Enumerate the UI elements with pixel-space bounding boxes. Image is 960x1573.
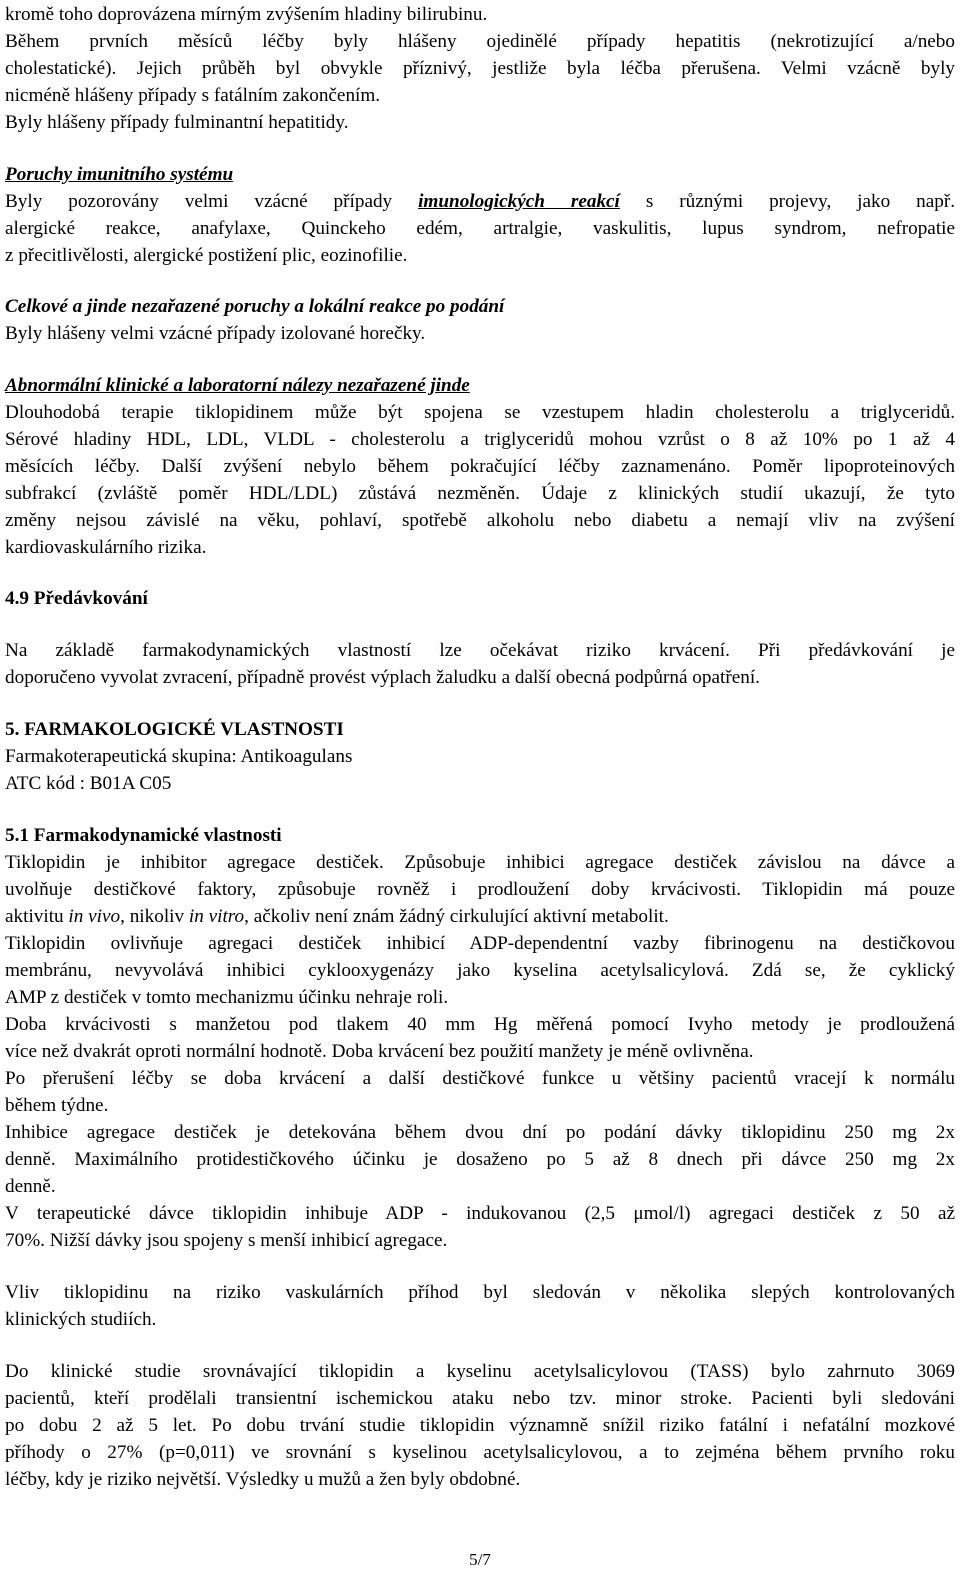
text-line: Tiklopidin je inhibitor agregace destiček. Způsobuje inhibici agregace destiček závislou na dávce a xyxy=(5,852,955,873)
text-line: Doba krvácivosti s manžetou pod tlakem 40 mm Hg měřená pomocí Ivyho metody je prodloužená xyxy=(5,1014,955,1035)
section-heading-5-1: 5.1 Farmakodynamické vlastnosti xyxy=(5,825,282,846)
text-line: Farmakoterapeutická skupina: Antikoagulans xyxy=(5,746,353,767)
text-line: membránu, nevyvolává inhibici cyklooxygenázy jako kyselina acetylsalicylová. Zdá se, že cyklický xyxy=(5,960,955,981)
text-line: změny nejsou závislé na věku, pohlaví, spotřebě alkoholu nebo diabetu a nemají vliv na zvýšení xyxy=(5,510,955,531)
text-line: Během prvních měsíců léčby byly hlášeny ojedinělé případy hepatitis (nekrotizující a/nebo xyxy=(5,31,955,52)
text-line: kromě toho doprovázena mírným zvýšením hladiny bilirubinu. xyxy=(5,4,488,25)
text-line: alergické reakce, anafylaxe, Quinckeho edém, artralgie, vaskulitis, lupus syndrom, nefropatie xyxy=(5,218,955,239)
text-line: příhody o 27% (p=0,011) ve srovnání s kyselinou acetylsalicylovou, a to zejména během prvního roku xyxy=(5,1442,955,1463)
text-line: měsících léčby. Další zvýšení nebylo během pokračující léčby zaznamenáno. Poměr lipoproteinových xyxy=(5,456,955,477)
text-line: Inhibice agregace destiček je detekována během dvou dní po podání dávky tiklopidinu 250 mg 2x xyxy=(5,1122,955,1143)
section-heading-5: 5. FARMAKOLOGICKÉ VLASTNOSTI xyxy=(5,719,344,740)
text-span: , ačkoliv není znám žádný cirkulující aktivní metabolit. xyxy=(244,906,669,927)
text-line: klinických studiích. xyxy=(5,1309,157,1330)
text-line: během týdne. xyxy=(5,1095,109,1116)
emphasis-text: in vivo xyxy=(68,906,121,927)
text-line: Byly hlášeny velmi vzácné případy izolované horečky. xyxy=(5,323,426,344)
text-span: Byly pozorovány velmi vzácné případy xyxy=(5,191,393,212)
text-line: Do klinické studie srovnávající tiklopidin a kyselinu acetylsalicylovou (TASS) bylo zahrnuto 3069 xyxy=(5,1361,955,1382)
text-line: Na základě farmakodynamických vlastností lze očekávat riziko krvácení. Při předávkování je xyxy=(5,640,955,661)
section-heading-overdose: 4.9 Předávkování xyxy=(5,588,148,609)
text-line: Po přerušení léčby se doba krvácení a další destičkové funkce u většiny pacientů vracejí k normálu xyxy=(5,1068,955,1089)
text-line: doporučeno vyvolat zvracení, případně provést výplach žaludku a další obecná podpůrná opatření. xyxy=(5,667,760,688)
text-line: Tiklopidin ovlivňuje agregaci destiček inhibicí ADP-dependentní vazby fibrinogenu na destičkovou xyxy=(5,933,955,954)
text-line: léčby, kdy je riziko největší. Výsledky u mužů a žen byly obdobné. xyxy=(5,1469,521,1490)
text-line xyxy=(5,903,955,930)
text-line: uvolňuje destičkové faktory, způsobuje rovněž i prodloužení doby krvácivosti. Tiklopidin má pouze xyxy=(5,879,955,900)
text-line: více než dvakrát oproti normální hodnotě. Doba krvácení bez použití manžety je méně ovlivněna. xyxy=(5,1041,754,1062)
text-line: V terapeutické dávce tiklopidin inhibuje ADP - indukovanou (2,5 μmol/l) agregaci destiček z 50 až xyxy=(5,1203,955,1224)
text-line: nicméně hlášeny případy s fatálním zakončením. xyxy=(5,85,381,106)
page-number: 5/7 xyxy=(469,1550,491,1569)
text-span: aktivitu xyxy=(5,906,69,927)
emphasis-text: in vitro xyxy=(188,906,245,927)
text-line: denně. Maximálního protidestičkového účinku je dosaženo po 5 až 8 dnech při dávce 250 mg 2x xyxy=(5,1149,955,1170)
text-line: AMP z destiček v tomto mechanizmu účinku nehraje roli. xyxy=(5,987,449,1008)
section-heading-immune: Poruchy imunitního systému xyxy=(5,164,234,185)
text-line xyxy=(5,188,955,215)
text-line: kardiovaskulárního rizika. xyxy=(5,537,207,558)
text-line: Sérové hladiny HDL, LDL, VLDL - cholesterolu a triglyceridů mohou vzrůst o 8 až 10% po 1 až 4 xyxy=(5,429,955,450)
text-line: cholestatické). Jejich průběh byl obvykle příznivý, jestliže byla léčba přerušena. Velmi vzácně byly xyxy=(5,58,955,79)
text-line: Dlouhodobá terapie tiklopidinem může být spojena se vzestupem hladin cholesterolu a triglyceridů. xyxy=(5,402,955,423)
emphasis-text: imunologických reakcí xyxy=(418,191,620,212)
text-span: , nikoliv xyxy=(120,906,189,927)
text-line: ATC kód : B01A C05 xyxy=(5,773,172,794)
text-line: denně. xyxy=(5,1176,56,1197)
text-line: Vliv tiklopidinu na riziko vaskulárních příhod byl sledován v několika slepých kontrolovaných xyxy=(5,1282,955,1303)
text-span: s různými projevy, jako např. xyxy=(645,191,956,212)
text-line: Byly hlášeny případy fulminantní hepatitidy. xyxy=(5,112,349,133)
text-line: z přecitlivělosti, alergické postižení plic, eozinofilie. xyxy=(5,245,408,266)
text-line: subfrakcí (zvláště poměr HDL/LDL) zůstává nezměněn. Údaje z klinických studií ukazují, že tyto xyxy=(5,483,955,504)
section-heading-abnormal: Abnormální klinické a laboratorní nálezy nezařazené jinde xyxy=(5,375,470,396)
text-line: pacientů, kteří prodělali transientní ischemickou ataku nebo tzv. minor stroke. Pacienti byli sledováni xyxy=(5,1388,955,1409)
text-line: po dobu 2 až 5 let. Po dobu trvání studie tiklopidin významně snížil riziko fatální i nefatální mozkové xyxy=(5,1415,955,1436)
text-line: 70%. Nižší dávky jsou spojeny s menší inhibicí agregace. xyxy=(5,1230,448,1251)
section-heading-general: Celkové a jinde nezařazené poruchy a lokální reakce po podání xyxy=(5,296,505,317)
